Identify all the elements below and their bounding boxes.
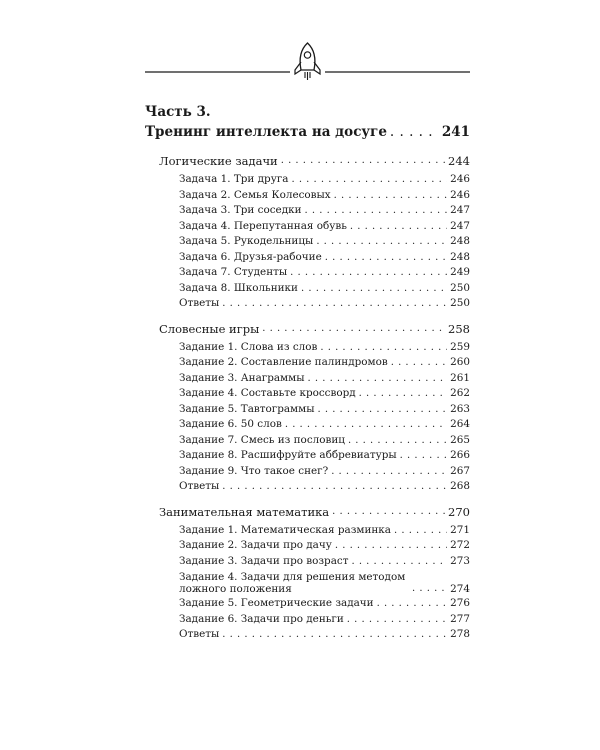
section-title: Логические задачи [159,154,278,168]
leader-dots [308,371,448,387]
toc-item[interactable] [145,281,470,297]
item-title: Задание 1. Слова из слов [179,340,318,353]
toc-item[interactable] [145,265,470,281]
item-title: Задание 1. Математическая разминка [179,523,391,536]
part-label: Часть 3. [145,104,211,120]
item-title: Задача 1. Три друга [179,173,289,185]
leader-dots [222,627,447,643]
item-title: Задача 8. Школьники [179,281,298,294]
leader-dots [317,402,447,418]
item-title: Задание 2. Задачи про дачу [179,539,332,551]
page-number: 250 [450,297,470,309]
leader-dots [331,464,447,480]
toc-item[interactable] [145,627,470,643]
page-number: 244 [448,154,470,168]
item-title: Задание 3. Анаграммы [179,371,305,384]
item-title: Задание 8. Расшифруйте аббревиатуры [179,449,397,461]
page-number: 247 [450,204,470,216]
item-title: Ответы [179,480,220,492]
section-entry[interactable] [145,153,470,169]
leader-dots [350,219,447,235]
page-number: 248 [450,250,470,263]
page-number: 264 [450,418,470,430]
page-number: 278 [450,628,470,640]
item-title: Задание 5. Геометрические задачи [179,597,374,609]
rocket-icon [145,40,470,82]
toc-item[interactable] [145,386,470,402]
toc-item[interactable] [145,219,470,235]
leader-dots [320,340,447,356]
item-title: Задача 7. Студенты [179,266,288,278]
page-number: 246 [450,173,470,185]
item-title: Ответы [179,628,220,640]
part-title: Тренинг интеллекта на досуге [145,124,387,140]
page-number: 276 [450,597,470,609]
leader-dots [325,250,447,266]
leader-dots [400,448,448,464]
item-title: Задание 6. 50 слов [179,418,282,430]
toc-item[interactable] [145,612,470,628]
leader-dots [390,124,439,141]
toc-item[interactable] [145,172,470,188]
item-title: Задание 6. Задачи про деньги [179,612,344,625]
page-number: 246 [450,188,470,201]
toc-item[interactable] [145,569,470,596]
page-number: 273 [450,554,470,567]
item-title: Задача 6. Друзья-рабочие [179,250,322,263]
toc-item[interactable] [145,523,470,539]
leader-dots [391,355,447,371]
toc-item[interactable] [145,203,470,219]
toc-item[interactable] [145,538,470,554]
leader-dots [222,479,447,495]
toc-item[interactable] [145,554,470,570]
page-number: 270 [448,504,470,519]
toc-item[interactable] [145,464,470,480]
page-number: 259 [450,340,470,353]
toc-item[interactable] [145,596,470,612]
item-title: Задача 4. Перепутанная обувь [179,219,347,232]
item-title: Задание 3. Задачи про возраст [179,554,349,567]
page-number: 267 [450,464,470,477]
leader-dots [351,554,447,570]
page-number: 241 [441,124,470,140]
toc-item[interactable] [145,340,470,356]
page-number: 247 [450,219,470,232]
page-number: 268 [450,480,470,492]
item-title: Задание 2. Составление палиндромов [179,356,388,368]
part-title-entry[interactable] [145,124,470,141]
section-entry[interactable] [145,321,470,337]
toc-item[interactable] [145,402,470,418]
item-title: Задание 5. Тавтограммы [179,402,315,415]
leader-dots [285,417,447,433]
item-title-line1: Задание 4. Задачи для решения методом [179,571,406,583]
leader-dots [359,386,448,402]
leader-dots [377,596,448,612]
item-title: Задача 3. Три соседки [179,204,302,216]
item-title: Задание 9. Что такое снег? [179,464,329,477]
toc-item[interactable] [145,355,470,371]
leader-dots [334,188,448,204]
leader-dots [347,612,447,628]
page-number: 277 [450,612,470,625]
item-title: Задача 5. Рукодельницы [179,235,314,247]
leader-dots [291,172,447,188]
section-title: Словесные игры [159,321,260,336]
toc-item[interactable] [145,296,470,312]
header-ornament [145,40,470,82]
leader-dots [394,523,447,539]
leader-dots [316,234,447,250]
toc-item[interactable] [145,417,470,433]
item-title-line2: ложного положения [179,583,292,595]
toc-item[interactable] [145,250,470,266]
page-number: 266 [450,449,470,461]
leader-dots [262,319,445,337]
toc-item[interactable] [145,188,470,204]
page-number: 265 [450,433,470,446]
leader-dots [412,582,447,595]
page-number: 261 [450,371,470,384]
leader-dots [222,296,447,312]
page-number: 274 [450,583,470,595]
item-title [179,571,409,595]
page-number: 258 [448,321,470,336]
page-number: 249 [450,266,470,278]
toc-item[interactable] [145,433,470,449]
leader-dots [301,281,447,297]
item-title: Ответы [179,297,220,309]
leader-dots [335,538,447,554]
item-title: Задание 7. Смесь из пословиц [179,433,345,446]
toc-item[interactable] [145,479,470,495]
page-number: 263 [450,402,470,415]
leader-dots [348,433,447,449]
page-number: 272 [450,539,470,551]
leader-dots [332,502,445,520]
section-entry[interactable] [145,504,470,520]
page-number: 248 [450,235,470,247]
page-number: 250 [450,281,470,294]
leader-dots [305,203,448,219]
item-title: Задача 2. Семья Колесовых [179,188,331,201]
toc-item[interactable] [145,448,470,464]
item-title: Задание 4. Составьте кроссворд [179,387,356,399]
leader-dots [281,151,445,169]
leader-dots [290,265,447,281]
page-number: 262 [450,387,470,399]
page-number: 271 [450,523,470,536]
toc-item[interactable] [145,234,470,250]
section-title: Занимательная математика [159,504,330,519]
toc-item[interactable] [145,371,470,387]
page-number: 260 [450,356,470,368]
table-of-contents [145,124,470,643]
